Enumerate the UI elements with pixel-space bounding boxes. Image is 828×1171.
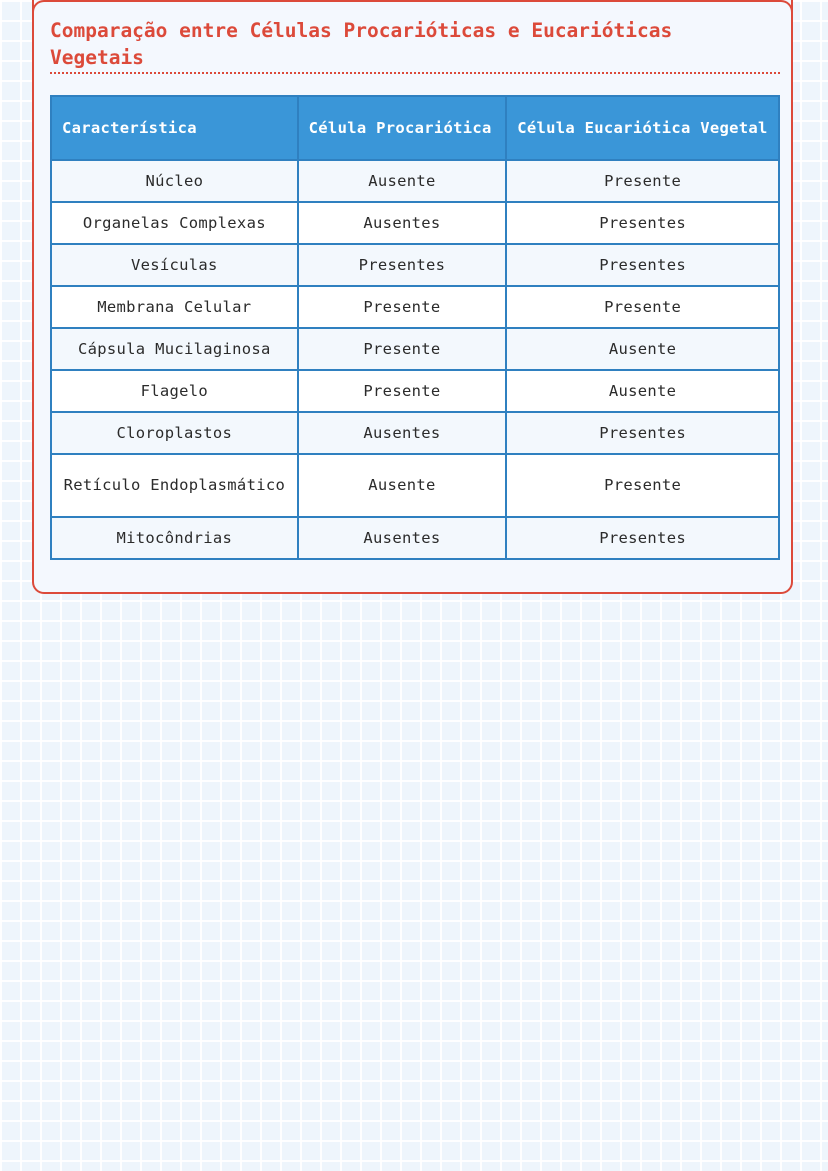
title-divider [50, 72, 780, 74]
cell-characteristic: Cápsula Mucilaginosa [51, 328, 298, 370]
cell-characteristic: Retículo Endoplasmático [51, 454, 298, 517]
cell-characteristic: Flagelo [51, 370, 298, 412]
cell-characteristic: Cloroplastos [51, 412, 298, 454]
table-row [51, 160, 779, 202]
table-header-row [51, 96, 779, 160]
page-title: Comparação entre Células Procarióticas e Eucarióticas Vegetais [50, 19, 673, 69]
cell-eukaryotic: Presente [506, 160, 779, 202]
comparison-card [32, 0, 793, 594]
cell-eukaryotic: Presente [506, 286, 779, 328]
cell-prokaryotic: Presentes [298, 244, 507, 286]
cell-characteristic: Mitocôndrias [51, 517, 298, 559]
table-row [51, 370, 779, 412]
table-row [51, 328, 779, 370]
cell-prokaryotic: Presente [298, 370, 507, 412]
table-row [51, 286, 779, 328]
cell-prokaryotic: Ausentes [298, 412, 507, 454]
cell-characteristic: Vesículas [51, 244, 298, 286]
table-row [51, 517, 779, 559]
header-prokaryotic: Célula Procariótica [298, 96, 507, 160]
cell-characteristic: Membrana Celular [51, 286, 298, 328]
header-eukaryotic-plant: Célula Eucariótica Vegetal [506, 96, 779, 160]
table-row [51, 412, 779, 454]
header-characteristic: Característica [51, 96, 298, 160]
cell-prokaryotic: Presente [298, 286, 507, 328]
cell-prokaryotic: Presente [298, 328, 507, 370]
cell-eukaryotic: Presentes [506, 202, 779, 244]
table-row [51, 454, 779, 517]
table-row [51, 202, 779, 244]
cell-prokaryotic: Ausentes [298, 517, 507, 559]
cell-eukaryotic: Presentes [506, 412, 779, 454]
cell-characteristic: Núcleo [51, 160, 298, 202]
cell-eukaryotic: Ausente [506, 328, 779, 370]
cell-eukaryotic: Presentes [506, 244, 779, 286]
comparison-table [50, 95, 780, 560]
cell-prokaryotic: Ausentes [298, 202, 507, 244]
cell-prokaryotic: Ausente [298, 160, 507, 202]
cell-characteristic: Organelas Complexas [51, 202, 298, 244]
cell-eukaryotic: Presente [506, 454, 779, 517]
cell-prokaryotic: Ausente [298, 454, 507, 517]
cell-eukaryotic: Ausente [506, 370, 779, 412]
cell-eukaryotic: Presentes [506, 517, 779, 559]
table-row [51, 244, 779, 286]
